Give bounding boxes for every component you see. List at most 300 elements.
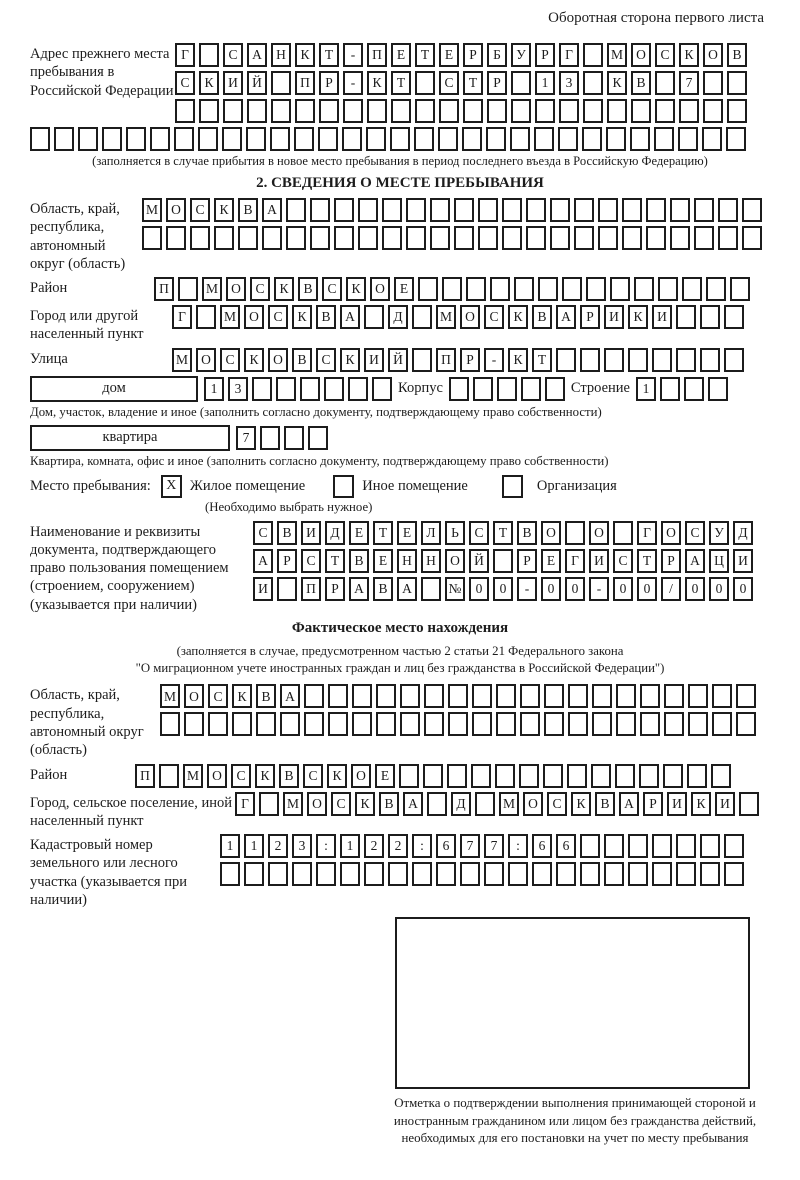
char-cell: Н xyxy=(397,549,417,573)
char-cell: Т xyxy=(463,71,483,95)
char-cell xyxy=(736,684,756,708)
char-cell xyxy=(646,198,666,222)
char-cell xyxy=(318,127,338,151)
char-cell: 7 xyxy=(236,426,256,450)
char-cell: 3 xyxy=(559,71,579,95)
previous-address-line1 xyxy=(175,43,747,67)
house-box: дом xyxy=(30,376,198,402)
document-block xyxy=(30,521,770,614)
previous-address-label: Адрес прежнего места пребывания в Российской Федерации xyxy=(30,46,174,99)
char-cell: Р xyxy=(517,549,537,573)
char-cell xyxy=(334,198,354,222)
char-cell xyxy=(472,684,492,708)
char-cell: С xyxy=(220,348,240,372)
char-cell xyxy=(567,764,587,788)
s2-district-cells xyxy=(154,277,750,301)
char-cell: 1 xyxy=(220,834,240,858)
char-cell xyxy=(159,764,179,788)
char-cell xyxy=(388,862,408,886)
char-cell: Е xyxy=(373,549,393,573)
char-cell: 7 xyxy=(679,71,699,95)
char-cell xyxy=(502,198,522,222)
char-cell: И xyxy=(223,71,243,95)
char-cell: Т xyxy=(325,549,345,573)
char-cell: 0 xyxy=(613,577,633,601)
char-cell: Т xyxy=(415,43,435,67)
checkbox-residential: X xyxy=(161,475,182,498)
char-cell: В xyxy=(631,71,651,95)
char-cell xyxy=(493,549,513,573)
char-cell xyxy=(271,99,291,123)
char-cell: В xyxy=(298,277,318,301)
char-cell xyxy=(447,764,467,788)
char-cell xyxy=(448,684,468,708)
char-cell: Т xyxy=(532,348,552,372)
char-cell: Й xyxy=(247,71,267,95)
char-cell: - xyxy=(517,577,537,601)
char-cell xyxy=(268,862,288,886)
char-cell xyxy=(286,226,306,250)
char-cell xyxy=(310,198,330,222)
char-cell xyxy=(526,226,546,250)
s2-street-cells xyxy=(172,348,744,372)
char-cell xyxy=(708,377,728,401)
stay-type-note: (Необходимо выбрать нужное) xyxy=(205,499,373,514)
char-cell xyxy=(222,127,242,151)
char-cell: И xyxy=(652,305,672,329)
char-cell xyxy=(427,792,447,816)
char-cell xyxy=(496,712,516,736)
actual-location-title: Фактическое место нахождения xyxy=(291,619,509,636)
char-cell xyxy=(473,377,493,401)
al-city-label: Город, сельское поселение, иной населенный пункт xyxy=(30,794,233,829)
char-cell xyxy=(526,198,546,222)
char-cell: И xyxy=(667,792,687,816)
char-cell xyxy=(607,99,627,123)
char-cell xyxy=(687,764,707,788)
checkbox-organization xyxy=(502,475,523,498)
apartment-note: Квартира, комната, офис и иное (заполнить согласно документу, подтверждающему право собственности) xyxy=(30,453,609,468)
char-cell xyxy=(454,198,474,222)
char-cell: О xyxy=(307,792,327,816)
char-cell xyxy=(580,834,600,858)
char-cell xyxy=(727,71,747,95)
char-cell xyxy=(400,712,420,736)
char-cell: Р xyxy=(643,792,663,816)
char-cell xyxy=(367,99,387,123)
char-cell: 1 xyxy=(535,71,555,95)
char-cell xyxy=(412,348,432,372)
char-cell xyxy=(198,127,218,151)
previous-address-block xyxy=(30,43,770,123)
char-cell xyxy=(199,43,219,67)
char-cell xyxy=(574,198,594,222)
char-cell xyxy=(511,99,531,123)
char-cell: К xyxy=(679,43,699,67)
char-cell xyxy=(606,127,626,151)
char-cell: Е xyxy=(391,43,411,67)
char-cell xyxy=(478,226,498,250)
house-note: Дом, участок, владение и иное (заполнить согласно документу, подтверждающему право собственности) xyxy=(30,404,602,419)
char-cell xyxy=(30,127,50,151)
char-cell xyxy=(634,277,654,301)
char-cell xyxy=(328,712,348,736)
char-cell xyxy=(324,377,344,401)
char-cell xyxy=(418,277,438,301)
char-cell xyxy=(462,127,482,151)
char-cell: К xyxy=(327,764,347,788)
char-cell xyxy=(400,684,420,708)
char-cell xyxy=(640,712,660,736)
char-cell: Й xyxy=(469,549,489,573)
char-cell: К xyxy=(255,764,275,788)
char-cell xyxy=(382,198,402,222)
stay-option-other-label: Иное помещение xyxy=(362,477,468,494)
char-cell xyxy=(412,862,432,886)
char-cell xyxy=(736,712,756,736)
char-cell xyxy=(352,712,372,736)
char-cell xyxy=(519,764,539,788)
char-cell xyxy=(372,377,392,401)
s2-region-label: Область, край, республика, автономный округ (область) xyxy=(30,201,126,272)
char-cell: П xyxy=(301,577,321,601)
char-cell xyxy=(460,862,480,886)
al-cadastral-block xyxy=(30,834,770,909)
char-cell: Е xyxy=(439,43,459,67)
korpus-cells xyxy=(449,377,565,401)
char-cell: В xyxy=(379,792,399,816)
char-cell xyxy=(319,99,339,123)
char-cell: С xyxy=(253,521,273,545)
char-cell: - xyxy=(589,577,609,601)
char-cell xyxy=(652,834,672,858)
char-cell: С xyxy=(547,792,567,816)
char-cell: С xyxy=(301,549,321,573)
char-cell xyxy=(376,684,396,708)
char-cell xyxy=(521,377,541,401)
char-cell: 2 xyxy=(268,834,288,858)
char-cell xyxy=(284,426,304,450)
char-cell: О xyxy=(445,549,465,573)
char-cell xyxy=(580,348,600,372)
char-cell xyxy=(592,712,612,736)
char-cell xyxy=(702,127,722,151)
char-cell: П xyxy=(295,71,315,95)
previous-address-note: (заполняется в случае прибытия в новое место пребывания в период последнего въезда в Российскую Федерацию) xyxy=(92,154,708,168)
char-cell: М xyxy=(172,348,192,372)
char-cell: Т xyxy=(391,71,411,95)
char-cell xyxy=(238,226,258,250)
char-cell xyxy=(486,127,506,151)
char-cell xyxy=(502,226,522,250)
document-line2 xyxy=(253,549,753,573)
char-cell: В xyxy=(292,348,312,372)
char-cell xyxy=(472,712,492,736)
char-cell: К xyxy=(274,277,294,301)
char-cell xyxy=(208,712,228,736)
char-cell: Г xyxy=(637,521,657,545)
char-cell: М xyxy=(436,305,456,329)
char-cell: О xyxy=(541,521,561,545)
char-cell xyxy=(535,99,555,123)
char-cell xyxy=(223,99,243,123)
char-cell: В xyxy=(595,792,615,816)
char-cell: Е xyxy=(397,521,417,545)
section2-title: 2. СВЕДЕНИЯ О МЕСТЕ ПРЕБЫВАНИЯ xyxy=(256,175,544,191)
char-cell: О xyxy=(268,348,288,372)
char-cell xyxy=(703,99,723,123)
char-cell xyxy=(610,277,630,301)
stay-option-residential-label: Жилое помещение xyxy=(189,477,306,494)
char-cell xyxy=(556,348,576,372)
char-cell xyxy=(727,99,747,123)
char-cell: Р xyxy=(580,305,600,329)
char-cell: П xyxy=(436,348,456,372)
char-cell xyxy=(436,862,456,886)
char-cell: Е xyxy=(541,549,561,573)
char-cell: О xyxy=(166,198,186,222)
char-cell xyxy=(295,99,315,123)
char-cell: - xyxy=(343,43,363,67)
char-cell xyxy=(613,521,633,545)
s2-city-block xyxy=(30,305,770,344)
char-cell: О xyxy=(589,521,609,545)
char-cell xyxy=(534,127,554,151)
char-cell xyxy=(328,684,348,708)
char-cell xyxy=(334,226,354,250)
char-cell xyxy=(358,198,378,222)
char-cell xyxy=(562,277,582,301)
char-cell xyxy=(615,764,635,788)
char-cell xyxy=(544,712,564,736)
char-cell xyxy=(688,684,708,708)
char-cell xyxy=(724,348,744,372)
char-cell xyxy=(271,71,291,95)
al-region-block xyxy=(30,684,770,759)
char-cell: Н xyxy=(421,549,441,573)
char-cell xyxy=(196,305,216,329)
char-cell xyxy=(260,426,280,450)
char-cell: О xyxy=(703,43,723,67)
char-cell: 7 xyxy=(460,834,480,858)
char-cell: О xyxy=(523,792,543,816)
char-cell: Р xyxy=(463,43,483,67)
char-cell: И xyxy=(253,577,273,601)
char-cell xyxy=(280,712,300,736)
char-cell: К xyxy=(508,305,528,329)
char-cell xyxy=(438,127,458,151)
char-cell: С xyxy=(190,198,210,222)
char-cell: И xyxy=(604,305,624,329)
al-region-line2 xyxy=(160,712,756,736)
char-cell xyxy=(724,305,744,329)
char-cell: К xyxy=(295,43,315,67)
char-cell xyxy=(663,764,683,788)
char-cell: Л xyxy=(421,521,441,545)
char-cell: В xyxy=(532,305,552,329)
char-cell: К xyxy=(367,71,387,95)
al-region-line1 xyxy=(160,684,756,708)
char-cell xyxy=(544,684,564,708)
char-cell: Д xyxy=(325,521,345,545)
char-cell xyxy=(676,834,696,858)
char-cell: Е xyxy=(394,277,414,301)
s2-district-block xyxy=(30,277,770,301)
confirmation-stamp-caption: Отметка о подтверждении выполнения принимающей стороной и иностранным гражданином или лицом без гражданства действий, необходимых для его постановки на учет по месту пребывания xyxy=(393,1096,757,1145)
char-cell xyxy=(348,377,368,401)
char-cell: К xyxy=(292,305,312,329)
char-cell xyxy=(591,764,611,788)
char-cell xyxy=(391,99,411,123)
char-cell xyxy=(448,712,468,736)
char-cell: 0 xyxy=(565,577,585,601)
char-cell xyxy=(628,834,648,858)
al-cadastral-label: Кадастровый номер земельного или лесного участка (указывается при наличии) xyxy=(30,837,187,908)
char-cell: С xyxy=(303,764,323,788)
char-cell xyxy=(430,198,450,222)
char-cell xyxy=(490,277,510,301)
char-cell: Р xyxy=(325,577,345,601)
char-cell xyxy=(412,305,432,329)
char-cell: Г xyxy=(565,549,585,573)
document-line3 xyxy=(253,577,753,601)
char-cell xyxy=(646,226,666,250)
char-cell xyxy=(415,71,435,95)
char-cell: С xyxy=(655,43,675,67)
char-cell: 1 xyxy=(340,834,360,858)
s2-region-line1 xyxy=(142,198,762,222)
char-cell: С xyxy=(250,277,270,301)
char-cell xyxy=(308,426,328,450)
char-cell: М xyxy=(220,305,240,329)
char-cell: / xyxy=(661,577,681,601)
char-cell: И xyxy=(589,549,609,573)
char-cell xyxy=(586,277,606,301)
char-cell xyxy=(175,99,195,123)
char-cell xyxy=(658,277,678,301)
char-cell xyxy=(478,198,498,222)
char-cell: Е xyxy=(349,521,369,545)
char-cell xyxy=(574,226,594,250)
s2-house-row xyxy=(30,376,770,402)
char-cell xyxy=(220,862,240,886)
al-region-label: Область, край, республика, автономный округ (область) xyxy=(30,687,144,759)
char-cell xyxy=(496,684,516,708)
al-city-block xyxy=(30,792,770,831)
char-cell: О xyxy=(351,764,371,788)
char-cell xyxy=(78,127,98,151)
char-cell xyxy=(276,377,296,401)
char-cell xyxy=(439,99,459,123)
char-cell xyxy=(742,226,762,250)
char-cell: Г xyxy=(559,43,579,67)
char-cell: Р xyxy=(277,549,297,573)
char-cell xyxy=(700,348,720,372)
char-cell: В xyxy=(517,521,537,545)
char-cell: 6 xyxy=(436,834,456,858)
char-cell: М xyxy=(607,43,627,67)
char-cell xyxy=(514,277,534,301)
char-cell: Ь xyxy=(445,521,465,545)
char-cell xyxy=(543,764,563,788)
char-cell xyxy=(510,127,530,151)
s2-region-block xyxy=(30,198,770,273)
char-cell xyxy=(712,684,732,708)
char-cell xyxy=(449,377,469,401)
document-label: Наименование и реквизиты документа, подтверждающего право пользования помещением (строением, сооружением) (указывается при наличии) xyxy=(30,523,229,613)
char-cell: М xyxy=(160,684,180,708)
char-cell: - xyxy=(343,71,363,95)
korpus-label: Корпус xyxy=(398,380,443,397)
char-cell xyxy=(628,862,648,886)
char-cell: И xyxy=(733,549,753,573)
char-cell: К xyxy=(199,71,219,95)
char-cell: О xyxy=(244,305,264,329)
char-cell xyxy=(300,377,320,401)
char-cell xyxy=(631,99,651,123)
char-cell xyxy=(700,862,720,886)
char-cell xyxy=(184,712,204,736)
char-cell xyxy=(520,684,540,708)
char-cell: А xyxy=(619,792,639,816)
char-cell xyxy=(730,277,750,301)
char-cell: Й xyxy=(388,348,408,372)
char-cell xyxy=(682,277,702,301)
char-cell xyxy=(718,226,738,250)
stroenie-label: Строение xyxy=(570,380,630,397)
char-cell: С xyxy=(316,348,336,372)
char-cell: С xyxy=(484,305,504,329)
char-cell xyxy=(286,198,306,222)
s2-city-cells xyxy=(172,305,744,329)
char-cell: 3 xyxy=(228,377,248,401)
char-cell: 1 xyxy=(204,377,224,401)
char-cell xyxy=(310,226,330,250)
char-cell: Р xyxy=(487,71,507,95)
char-cell xyxy=(316,862,336,886)
char-cell xyxy=(304,684,324,708)
char-cell: Т xyxy=(637,549,657,573)
char-cell: Д xyxy=(451,792,471,816)
char-cell xyxy=(598,226,618,250)
char-cell xyxy=(463,99,483,123)
char-cell xyxy=(676,305,696,329)
char-cell xyxy=(277,577,297,601)
s2-apartment-row xyxy=(30,425,770,451)
char-cell xyxy=(676,348,696,372)
char-cell xyxy=(495,764,515,788)
char-cell: Р xyxy=(460,348,480,372)
char-cell xyxy=(622,198,642,222)
char-cell xyxy=(102,127,122,151)
char-cell xyxy=(688,712,708,736)
char-cell xyxy=(406,226,426,250)
char-cell xyxy=(415,99,435,123)
char-cell xyxy=(664,684,684,708)
char-cell: С xyxy=(208,684,228,708)
char-cell xyxy=(550,226,570,250)
char-cell xyxy=(565,521,585,545)
stroenie-cells xyxy=(636,377,728,401)
char-cell xyxy=(406,198,426,222)
char-cell: К xyxy=(214,198,234,222)
confirmation-stamp-box xyxy=(395,917,750,1089)
char-cell xyxy=(652,862,672,886)
char-cell xyxy=(364,305,384,329)
char-cell xyxy=(559,99,579,123)
char-cell: С xyxy=(469,521,489,545)
char-cell: : xyxy=(316,834,336,858)
